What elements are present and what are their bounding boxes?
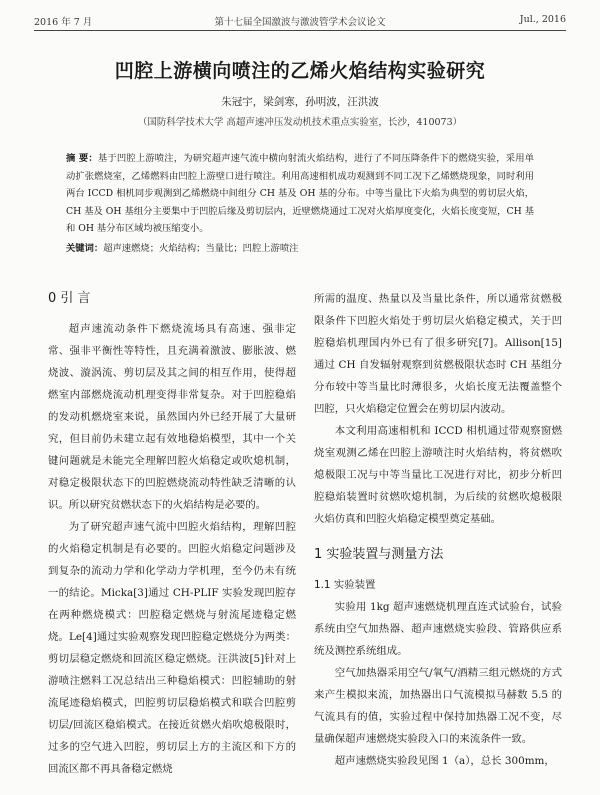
affiliation: （国防科学技术大学 高超声速冲压发动机技术重点实验室，长沙，410073） bbox=[137, 117, 463, 128]
running-header bbox=[34, 14, 566, 31]
right-column bbox=[314, 288, 562, 772]
paragraph: 为了研究超声速气流中凹腔火焰结构，理解凹腔的火焰稳定机制是有必要的。凹腔火焰稳定问题涉及到复杂的流动力学和化学动力学机理，至今仍未有统一的结论。Micka[3]通过 CH-PLIF 实验发现凹腔存在两种燃烧模式：凹腔稳定燃烧与射流尾迹稳定燃烧。Le[4]通过实验观察发现凹腔稳定燃烧分为两类：剪切层稳定燃烧和回流区稳定燃烧。汪洪波[5]针对上游喷注燃料工况总结出三种稳焰模式：凹腔辅助的射流尾迹稳焰模式，凹腔剪切层稳焰模式和联合凹腔剪切层/回流区稳焰模式。在接近贫燃火焰吹熄极限时，过多的空气进入凹腔，剪切层上方的主流区和下方的回流区都不再具备稳定燃烧 bbox=[48, 521, 296, 775]
section-heading-setup: 1 实验装置与测量方法 bbox=[314, 547, 444, 562]
subsection-heading: 1.1 实验装置 bbox=[314, 579, 376, 591]
keywords bbox=[66, 240, 534, 254]
header-date-en: Jul., 2016 bbox=[519, 14, 566, 25]
paragraph: 实验用 1kg 超声速燃烧机理直连式试验台，试验系统由空气加热器、超声速燃烧实验段、管路供应系统及测控系统组成。 bbox=[314, 601, 562, 657]
keywords-label: 关键词： bbox=[66, 243, 104, 254]
keywords-text: 超声速燃烧；火焰结构；当量比；凹腔上游喷注 bbox=[103, 243, 299, 254]
paragraph: 空气加热器采用空气/氧气/酒精三组元燃烧的方式来产生模拟来流，加热器出口气流模拟马赫数 5.5 的气流具有的值，实验过程中保持加热器工况不变，尽量确保超声速燃烧实验段入口的来流条件一致。 bbox=[314, 667, 562, 745]
paper-title: 凹腔上游横向喷注的乙烯火焰结构实验研究 bbox=[114, 60, 486, 82]
paragraph: 超声速流动条件下燃烧流场具有高速、强非定常、强非平衡性等特性，且充满着激波、膨胀波、燃烧波、漩涡流、剪切层及其之间的相互作用，使得超燃室内部燃烧流动机理变得非常复杂。对于凹腔稳焰的发动机燃烧室来说，虽然国内外已经开展了大量研究，但目前仍未建立起有效地稳焰模型，其中一个关键问题就是未能完全理解凹腔火焰稳定或吹熄机制，对稳定极限状态下的凹腔燃烧流动特性缺乏清晰的认识。所以研究贫燃状态下的火焰结构是必要的。 bbox=[48, 323, 296, 511]
abstract bbox=[66, 150, 534, 238]
abstract-text: 基于凹腔上游喷注，为研究超声速气流中横向射流火焰结构，进行了不同压降条件下的燃烧实验，采用单动扩张燃烧室，乙烯燃料由凹腔上游壁口进行喷注。利用高速相机成功观测到不同工况下乙烯燃烧现象，同时利用两台 ICCD 相机同步观测到乙烯燃烧中间组分 CH 基及 OH 基的分布。中等当量比下火焰为典型的剪切层火焰，CH 基及 OH 基组分主要集中于凹腔后缘及剪切层内，近壁燃烧通过工况对火焰厚度变化，火焰长度变短，CH 基和 OH 基分布区域均被压缩变小。 bbox=[66, 153, 534, 234]
paragraph: 超声速燃烧实验段见图 1（a），总长 300mm， bbox=[334, 755, 555, 767]
section-heading-intro: 0 引 言 bbox=[48, 291, 91, 306]
paragraph: 本文利用高速相机和 ICCD 相机通过带观察窗燃烧室观测乙烯在凹腔上游喷注时火焰结构，将贫燃吹熄极限工况与中等当量比工况进行对比，初步分析凹腔稳焰装置时贫燃吹熄机制，为后续的贫燃吹熄极限火焰仿真和凹腔火焰稳定模型奠定基础。 bbox=[314, 425, 562, 525]
left-column bbox=[48, 288, 296, 780]
authors: 朱冠宇，梁剑寒，孙明波，汪洪波 bbox=[221, 96, 379, 108]
paragraph: 所需的温度、热量以及当量比条件，所以通常贫燃极限条件下凹腔火焰处于剪切层火焰稳定模式，关于凹腔稳焰机理国内外已有了很多研究[7]。Allison[15]通过 CH 自发辐射观察到贫燃极限状态时 CH 基组分分布较中等当量比时薄很多，火焰长度无法覆盖整个凹腔，只火焰稳定位置会在剪切层内波动。 bbox=[314, 293, 562, 415]
abstract-label: 摘 要： bbox=[66, 153, 98, 164]
header-conference: 第十七届全国激波与激波管学术会议论文 bbox=[214, 17, 386, 28]
header-date: 2016 年 7 月 bbox=[34, 17, 93, 28]
